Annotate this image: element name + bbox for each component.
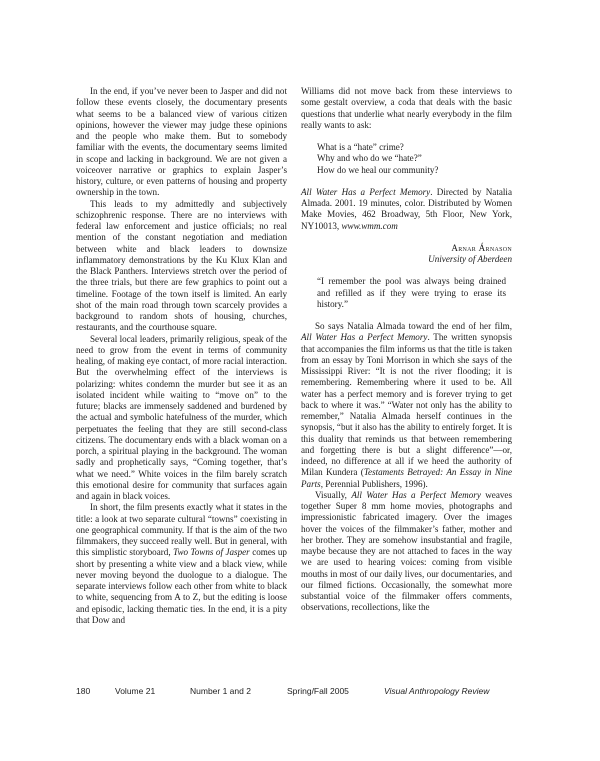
- paragraph: In the end, if you’ve never been to Jasper and did not follow these events closely, the documentary presents what seems to be a balanced view of various citizen opinions, however the viewer may judge these opinions and the people who make them. But to somebody familiar with the events, the documentary seems limited in scope and lacking in background. We are not given a voiceover narrative or graphics to explain Jasper’s history, culture, or even patterns of housing and property ownership in the town.: [76, 86, 287, 198]
- question-list-item: How do we heal our community?: [317, 164, 439, 175]
- author-name: Arnar Árnason: [451, 242, 512, 253]
- film-title: All Water Has a Perfect Memory: [351, 489, 481, 500]
- page-number: 180: [76, 686, 91, 696]
- paragraph: [301, 321, 512, 490]
- text-run: In short, the film presents exactly what it states in the title: a look at two separate cultural “towns” coexisting in one geographical community. If that is the aim of the two filmmakers, they succeed really well. But in general, with this simplistic storyboard,: [76, 502, 287, 558]
- film-reference-text: . Directed by Natalia Almada. 2001. 19 minutes, color. Distributed by Women Make Movies, 462 Broadway, 5th Floor, New York, NY10013,: [301, 186, 512, 231]
- epigraph: “I remember the pool was always being drained and refilled as if they were trying to erase its history.”: [317, 276, 506, 309]
- book-title: Testaments Betrayed: An Essay in Nine Parts: [301, 467, 512, 489]
- author-affiliation: University of Aberdeen: [428, 254, 512, 264]
- paragraph: [301, 490, 512, 614]
- issue-number: Number 1 and 2: [190, 686, 251, 696]
- issue-season: Spring/Fall 2005: [287, 686, 349, 696]
- film-title: Two Towns of Jasper: [173, 547, 250, 558]
- paragraph: Several local leaders, primarily religious, speak of the need to grow from the event in terms of community healing, of making eye contact, of more racial interaction. But the overwhelming effect of the interviews is polarizing: whites condemn the murder but see it as an isolated incident while waiting to “move on” to the future; blacks are immensely saddened and burdened by the actual and symbolic hatefulness of the murder, which perpetuates the feeling that they are still second-class citizens. The documentary ends with a black woman on a porch, a spiritual playing in the background. The woman sadly and prophetically says, “Coming together, that’s what we need.” White voices in the film barely scratch this emotional desire for community that surfaces again and again in black voices.: [76, 333, 287, 501]
- paragraph: Williams did not move back from these interviews to some gestalt overview, a coda that deals with the basic questions that underlie what nearly everybody in the film really wants to ask:: [301, 86, 512, 130]
- paragraph: [76, 502, 287, 626]
- film-title: All Water Has a Perfect Memory: [301, 186, 431, 197]
- film-url: www.wmm.com: [341, 220, 398, 231]
- film-title: All Water Has a Perfect Memory: [301, 332, 428, 343]
- text-run: Visually,: [315, 489, 347, 500]
- left-column: [76, 86, 287, 626]
- paragraph: This leads to my admittedly and subjectively schizophrenic response. There are no interviews with federal law enforcement and justice officials; no real mention of the constant negotiation and mediation between white and black leaders to downsize inflammatory demonstrations by the Ku Klux Klan and the Black Panthers. Interviews stretch over the period of the three trials, but there are few graphics to point out a timeline. Footage of the town itself is limited. An early shot of the main road through town scarcely provides a background to random shots of housing, churches, restaurants, and the courthouse square.: [76, 198, 287, 333]
- journal-name: Visual Anthropology Review: [384, 686, 490, 696]
- text-run: . The written synopsis that accompanies the film informs us that the title is taken from an essay by Toni Morrison in which she says of the Mississippi River: “It is not the river flooding; it is remembering. Remembering where it used to be. All water has a perfect memory and is forever trying to get back to where it was.” “Water not only has the ability to remember,” Natalia Almada herself continues in the synopsis, “but it also has the ability to entirely forget. It is this duality that reminds us that between remembering and forgetting there is but a slight difference”—or, indeed, no difference at all if we heed the authority of Milan Kundera (: [301, 332, 512, 478]
- text-run: , Perennial Publishers, 1996).: [320, 478, 428, 489]
- text-run: comes up short by presenting a white view and a black view, while never moving beyond the duologue to a dialogue. The separate interviews follow each other from white to black to white, sequencing from A to Z, but the editing is loose and episodic, lacking thematic ties. In the end, it is a pity that Dow and: [76, 547, 287, 625]
- text-run: So says Natalia Almada toward the end of her film,: [315, 321, 512, 331]
- question-list-item: Why and who do we “hate?”: [317, 153, 422, 164]
- right-column: [301, 86, 512, 614]
- question-list-item: What is a “hate” crime?: [317, 142, 404, 152]
- film-reference: [301, 187, 512, 232]
- volume: Volume 21: [115, 686, 156, 696]
- text-run: weaves together Super 8 mm home movies, photographs and impressionistic fabricated imagery. Over the images hover the voices of the filmmaker’s father, mother and her brother. They are somehow insubstantial and fragile, maybe because they are not attached to faces in the way we are used to hearing voices: coming from visible mouths in most of our daily lives, our documentaries, and our filmed fictions. Occasionally, the somewhat more substantial voice of the filmmaker offers comments, observations, recollections, like the: [301, 489, 512, 613]
